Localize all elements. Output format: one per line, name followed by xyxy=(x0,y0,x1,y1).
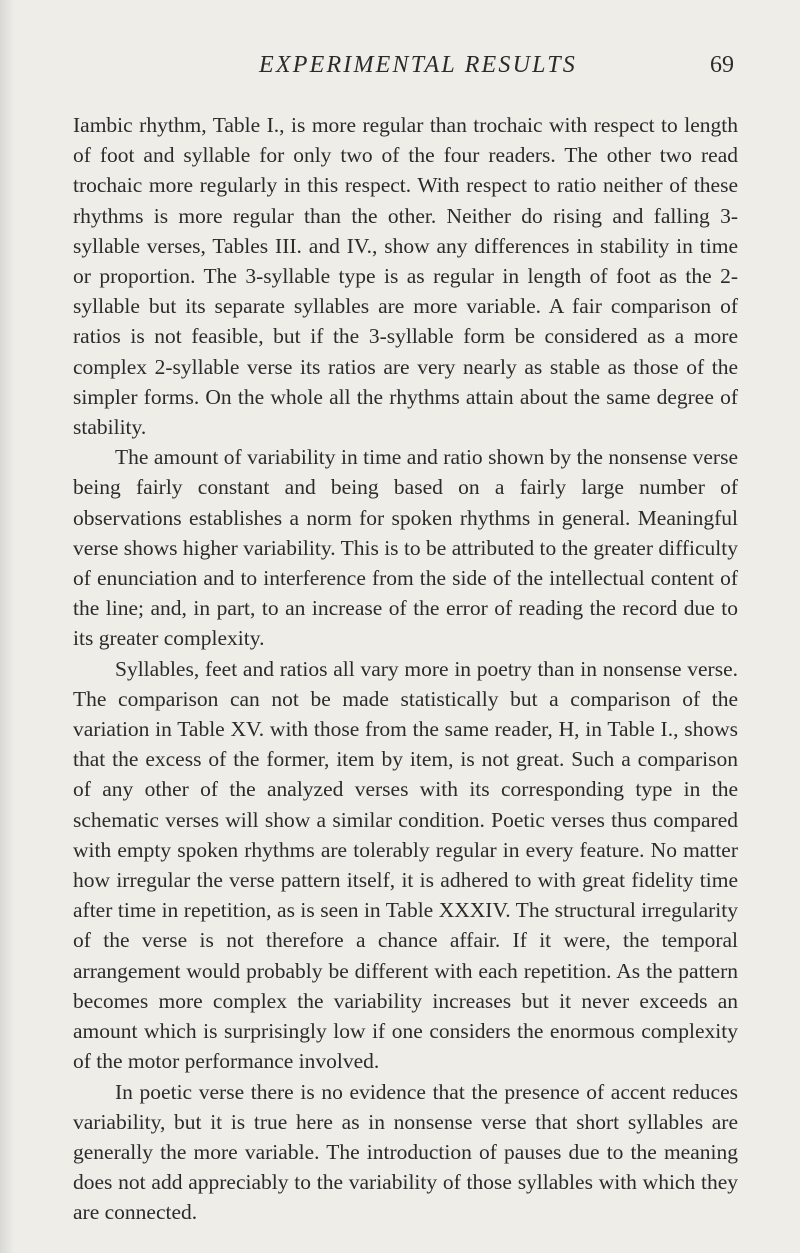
paragraph-variability-norm: The amount of variability in time and ratio shown by the nonsense verse being fairly constant and being based on a fairly large number of observations establishes a norm for spoken rhythms in general. Meaningful verse shows higher variability. This is to be attributed to the greater difficulty of enunciation and to interference from the side of the intellectual content of the line; and, in part, to an increase of the error of reading the record due to its greater complexity. xyxy=(73,445,738,651)
paragraph-accent-variability: In poetic verse there is no evidence that the presence of accent reduces variability, but it is true here as in nonsense verse that short syllables are generally the more variable. The introduction of pauses due to the meaning does not add appreciably to the variability of those syllables with which they are connected. xyxy=(73,1079,738,1225)
paragraph-iambic-rhythm: Iambic rhythm, Table I., is more regular than trochaic with respect to length of foot and syllable for only two of the four readers. The other two read trochaic more regularly in this respect. With respect to ratio neither of these rhythms is more regular than the other. Neither do rising and falling 3-syllable verses, Tables III. and IV., show any differences in stability in time or proportion. The 3-syllable type is as regular in length of foot as the 2-syllable but its separate syllables are more variable. A fair comparison of ratios is not feasible, but if the 3-syllable form be considered as a more complex 2-syllable verse its ratios are very nearly as stable as those of the simpler forms. On the whole all the rhythms attain about the same degree of stability. xyxy=(73,113,738,440)
page-number: 69 xyxy=(710,52,734,78)
body-text xyxy=(73,110,738,1228)
page-header xyxy=(0,52,800,92)
scan-edge-shadow xyxy=(0,0,14,1253)
paragraph-poetry-comparison: Syllables, feet and ratios all vary more in poetry than in nonsense verse. The comparison can not be made statistically but a comparison of the variation in Table XV. with those from the same reader, H, in Table I., shows that the excess of the former, item by item, is not great. Such a comparison of any other of the analyzed verses with its corresponding type in the schematic verses will show a similar condition. Poetic verses thus compared with empty spoken rhythms are tolerably regular in every feature. No matter how irregular the verse pattern itself, it is adhered to with great fidelity time after time in repetition, as is seen in Table XXXIV. The structural irregularity of the verse is not therefore a chance affair. If it were, the temporal arrangement would probably be different with each repetition. As the pattern becomes more complex the variability increases but it never exceeds an amount which is surprisingly low if one considers the enormous complexity of the motor performance involved. xyxy=(73,656,738,1074)
running-head: EXPERIMENTAL RESULTS xyxy=(259,52,577,78)
